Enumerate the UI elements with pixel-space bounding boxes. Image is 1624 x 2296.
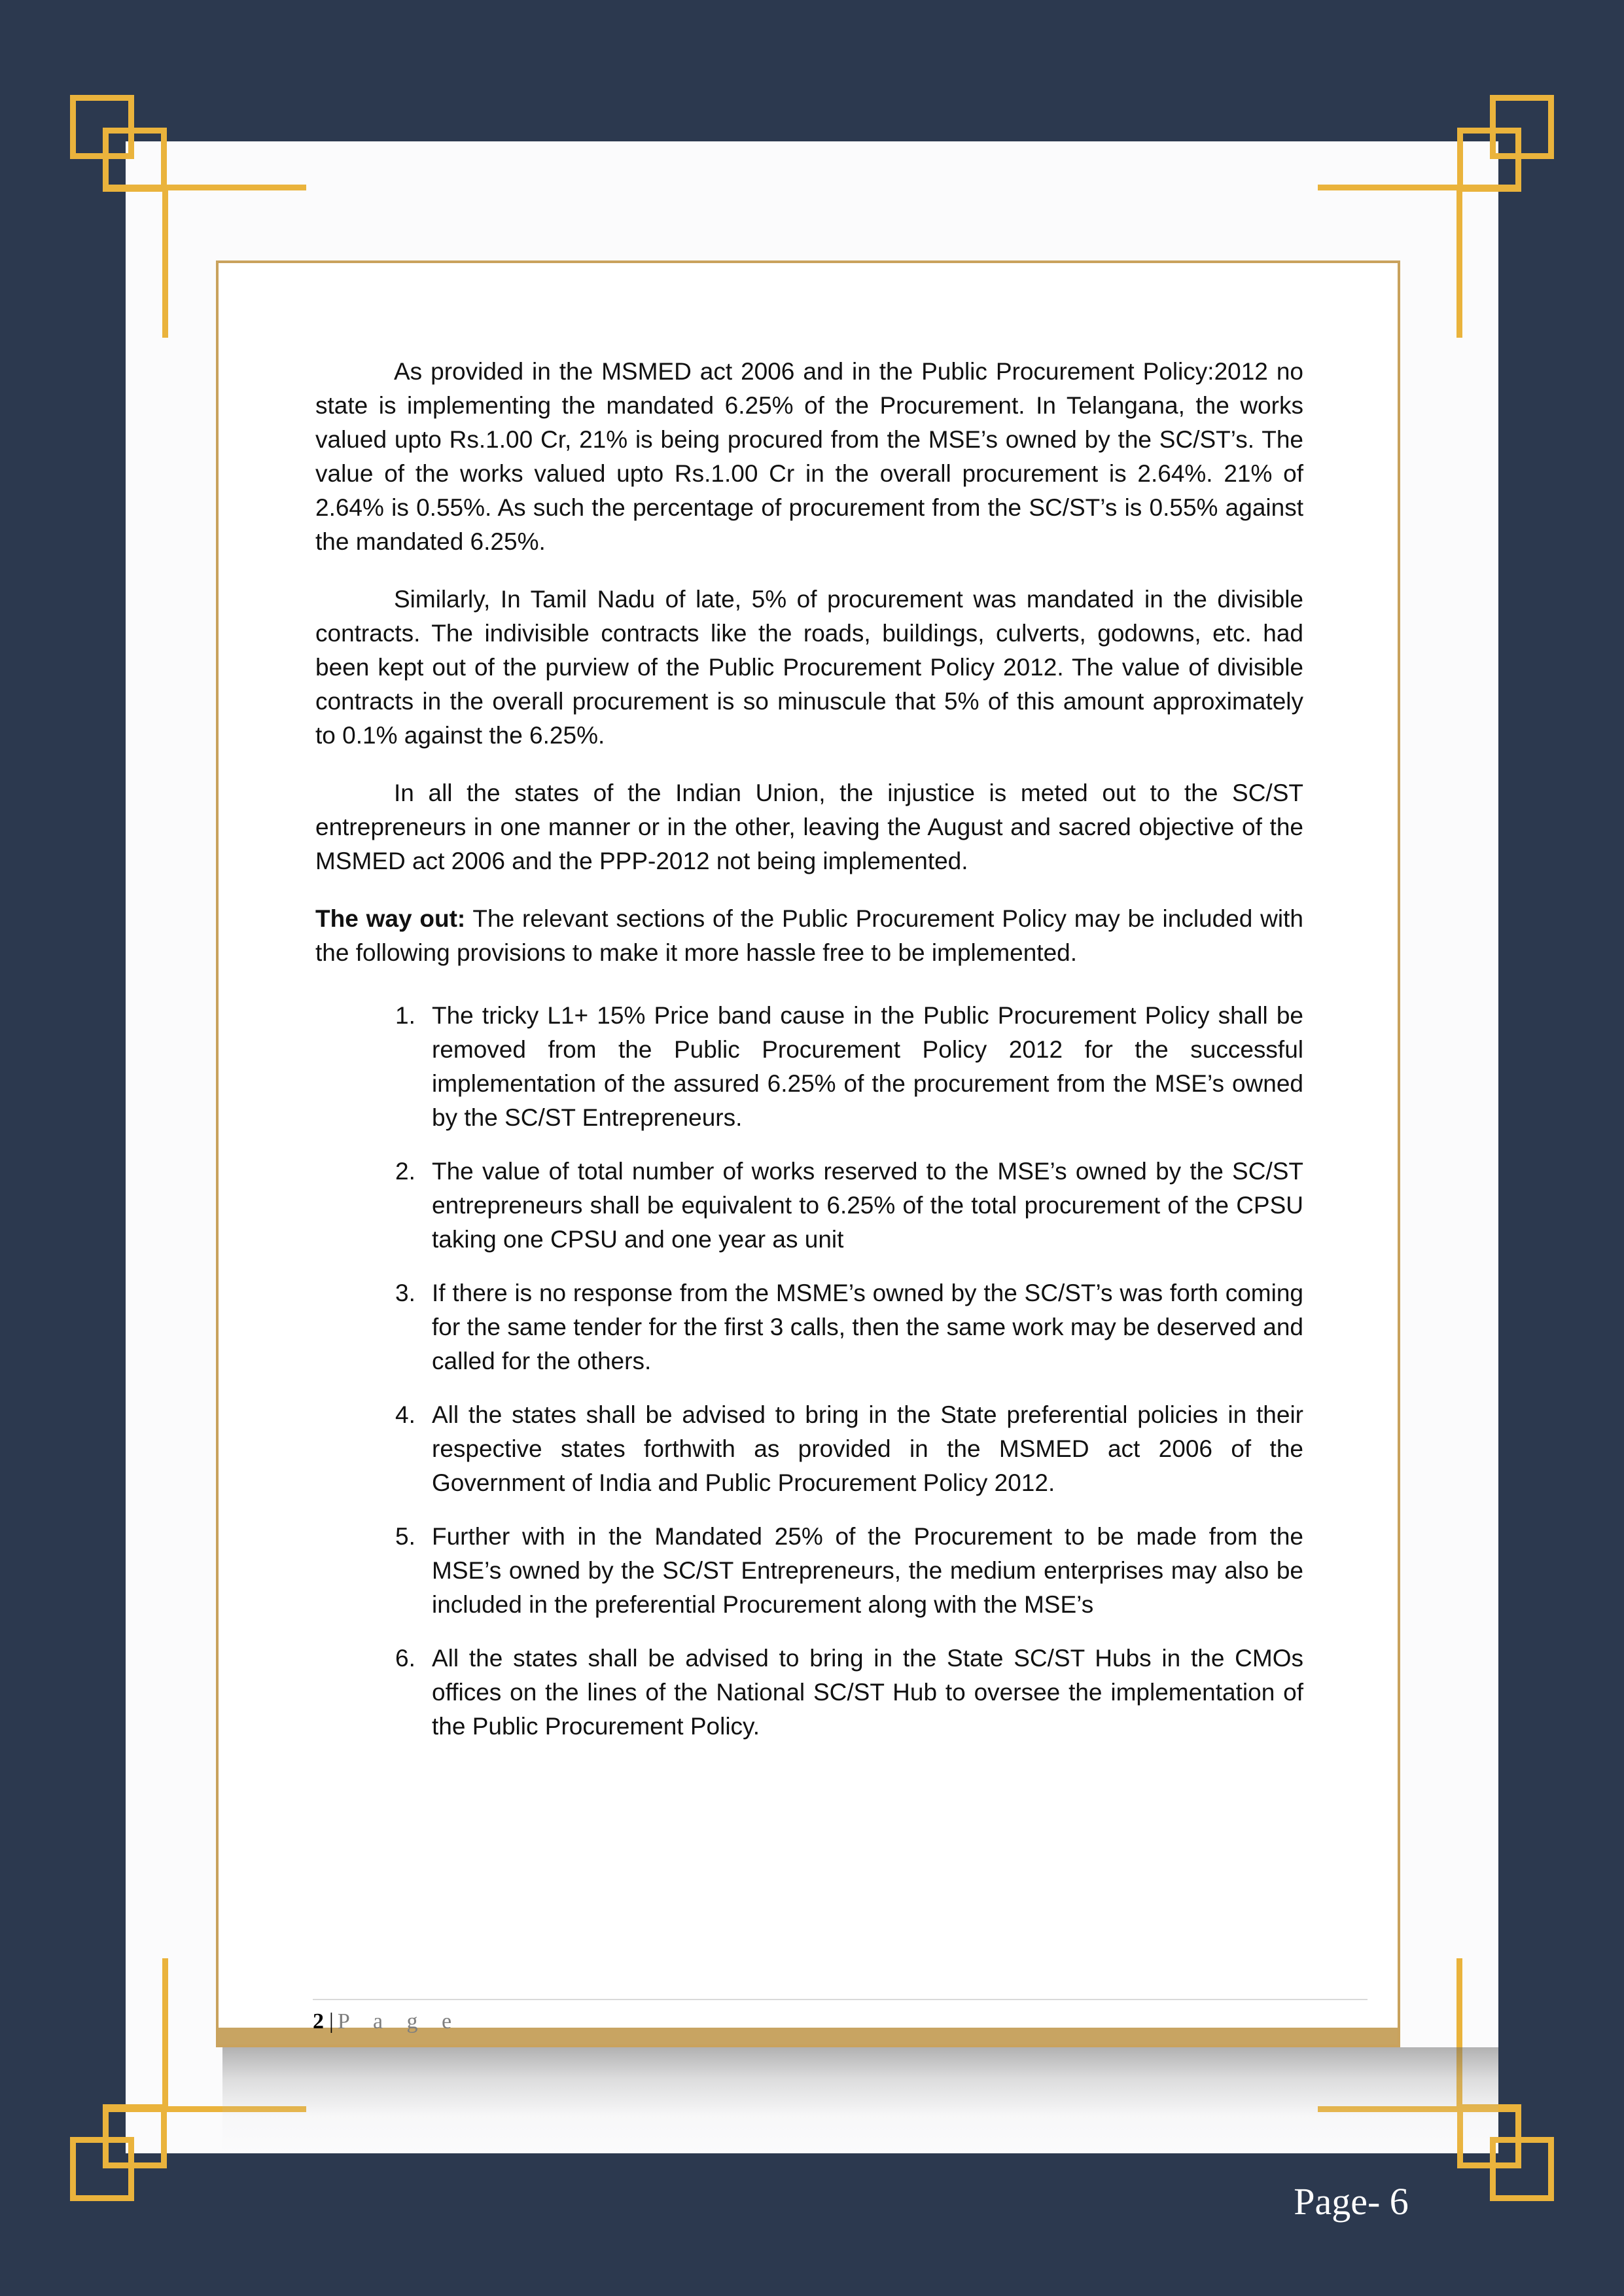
ornament-square-icon [103, 2104, 167, 2168]
ornament-square-icon [103, 128, 167, 192]
item-number: 5. [395, 1523, 415, 1550]
paragraph-way-out [315, 902, 1303, 970]
paragraph: As provided in the MSMED act 2006 and in the Public Procurement Policy:2012 no state is implementing the mandated 6.25% of the Procurement. In Telangana, the works valued upto Rs.1.00 Cr, 21% is being procured from the MSE’s owned by the SC/ST’s. The value of the works valued upto Rs.1.00 Cr in the overall procurement is 2.64%. 21% of 2.64% is 0.55%. As such the percentage of procurement from the SC/ST’s is 0.55% against the mandated 6.25%. [315, 358, 1303, 555]
list-item [395, 999, 1303, 1135]
page-footer [313, 2007, 461, 2037]
item-text: All the states shall be advised to bring in the State SC/ST Hubs in the CMOs offices on the lines of the National SC/ST Hub to oversee the implementation of the Public Procurement Policy. [432, 1645, 1303, 1740]
footer-page-number: 2 [313, 2009, 328, 2034]
item-text: Further with in the Mandated 25% of the Procurement to be made from the MSE’s owned by the SC/ST Entrepreneurs, the medium enterprises may also be included in the preferential Procurement along with the MSE’s [432, 1523, 1303, 1618]
list-item [395, 1155, 1303, 1257]
ornament-horizontal-line [1318, 185, 1521, 190]
list-item [395, 1520, 1303, 1622]
item-number: 6. [395, 1645, 415, 1672]
item-text: The value of total number of works reserved to the MSE’s owned by the SC/ST entrepreneurs shall be equivalent to 6.25% of the total procurement of the CPSU taking one CPSU and one year as unit [432, 1158, 1303, 1253]
item-number: 1. [395, 1002, 415, 1029]
ornament-horizontal-line [103, 185, 306, 190]
page-badge: Page- 6 [1294, 2180, 1409, 2223]
paragraph: Similarly, In Tamil Nadu of late, 5% of procurement was mandated in the divisible contracts. The indivisible contracts like the roads, buildings, culverts, godowns, etc. had been kept out of the purview of the Public Procurement Policy 2012. The value of divisible contracts in the overall procurement is so minuscule that 5% of this amount approximately to 0.1% against the 6.25%. [315, 586, 1303, 749]
way-out-text: The relevant sections of the Public Procurement Policy may be included with the following provisions to make it more hassle free to be implemented. [315, 905, 1303, 966]
item-text: All the states shall be advised to bring in the State preferential policies in their respective states forthwith as provided in the MSMED act 2006 of the Government of India and Public Procurement Policy 2012. [432, 1401, 1303, 1496]
footer-divider: | [329, 2009, 334, 2034]
ornament-vertical-line [162, 1958, 168, 2106]
item-text: The tricky L1+ 15% Price band cause in the Public Procurement Policy shall be removed from the Public Procurement Policy 2012 for the successful implementation of the assured 6.25% of the procurement from the MSE’s owned by the SC/ST Entrepreneurs. [432, 1002, 1303, 1131]
item-number: 2. [395, 1158, 415, 1185]
item-text: If there is no response from the MSME’s owned by the SC/ST’s was forth coming for the same tender for the first 3 calls, then the same work may be deserved and called for the others. [432, 1280, 1303, 1374]
list-item [395, 1276, 1303, 1378]
footer-page-word: P a g e [337, 2009, 461, 2034]
sheet-drop-shadow [222, 2047, 1498, 2153]
document-sheet [216, 260, 1400, 2047]
ornament-vertical-line [1456, 190, 1462, 338]
paragraph: In all the states of the Indian Union, the injustice is meted out to the SC/ST entrepreneurs in one manner or in the other, leaving the August and sacred objective of the MSMED act 2006 and the PPP-2012 not being implemented. [315, 780, 1303, 874]
item-number: 3. [395, 1280, 415, 1306]
footer-separator [313, 1999, 1368, 2000]
way-out-lead: The way out: [315, 905, 466, 932]
ornament-vertical-line [162, 190, 168, 338]
item-number: 4. [395, 1401, 415, 1428]
list-item [395, 1641, 1303, 1744]
list-item [395, 1398, 1303, 1500]
document-body [315, 355, 1303, 1763]
ornament-square-icon [1457, 128, 1521, 192]
numbered-list [395, 999, 1303, 1744]
